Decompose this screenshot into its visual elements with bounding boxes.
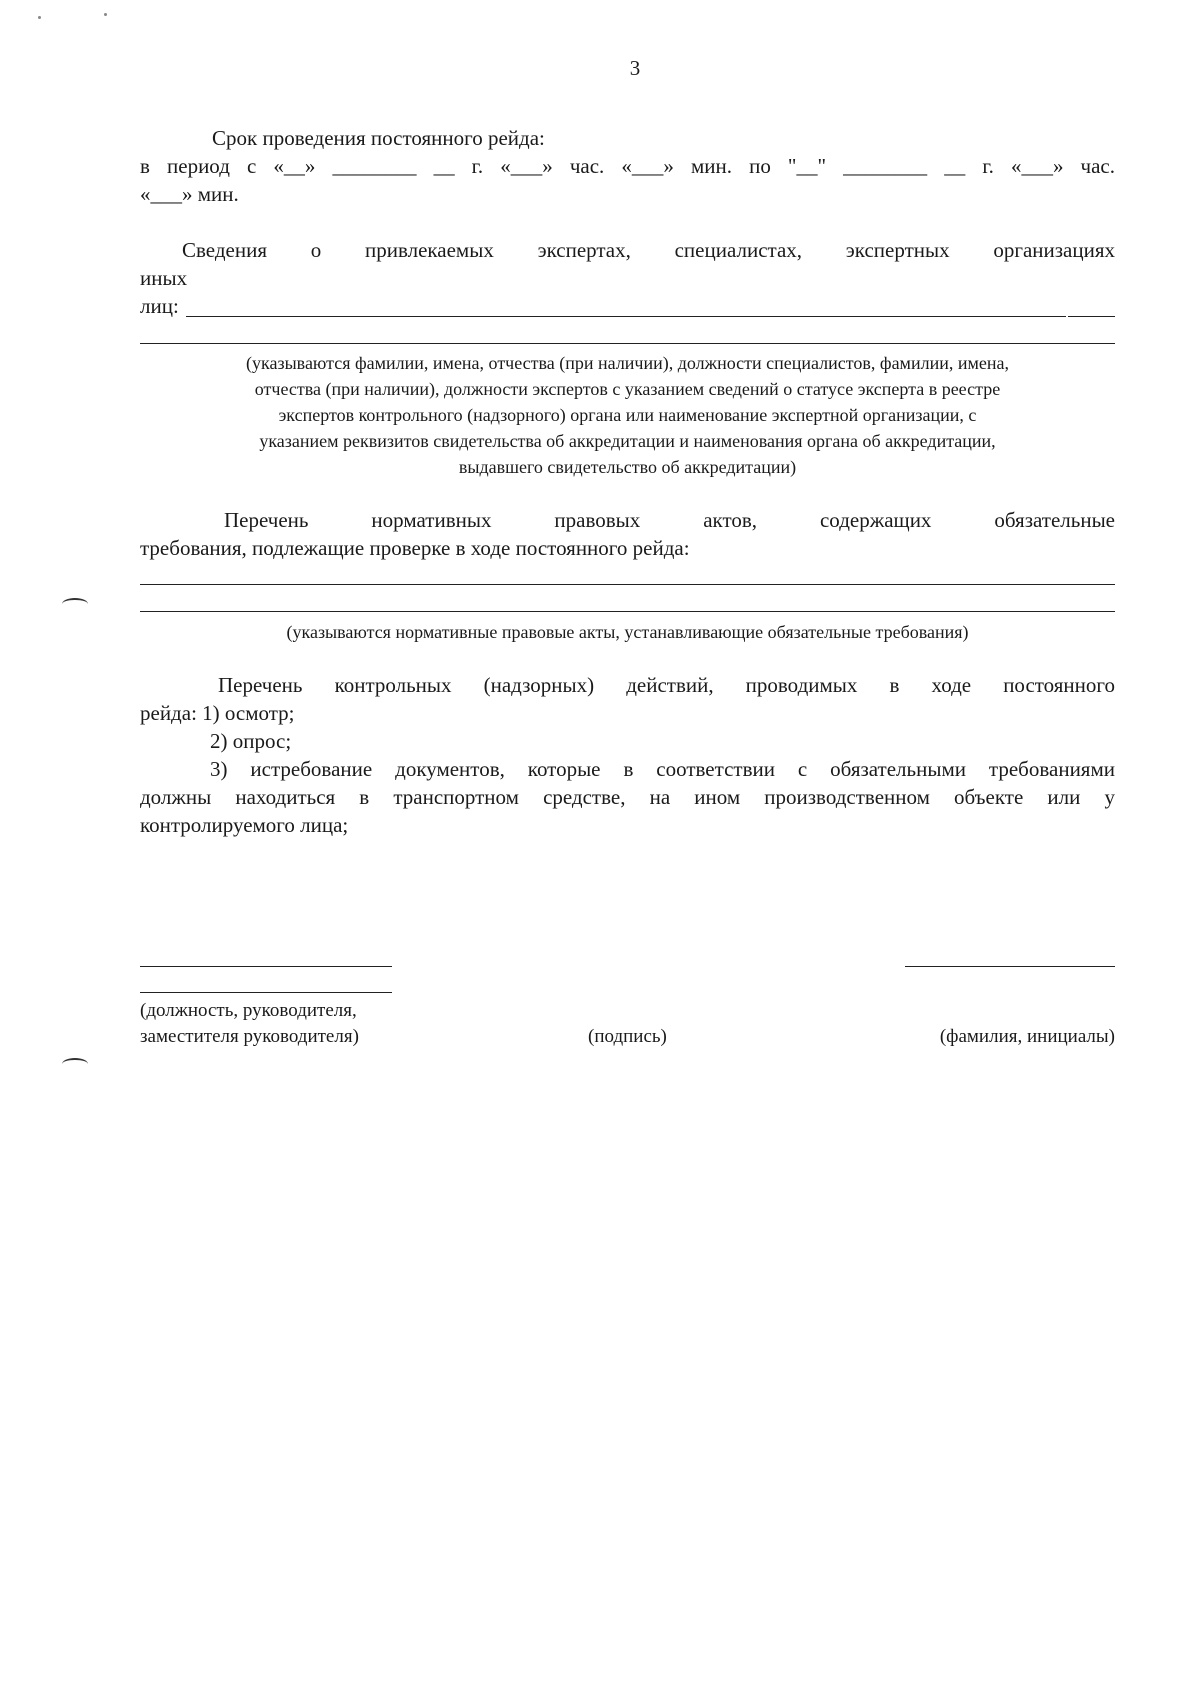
acts-heading-cont: требования, подлежащие проверке в ходе постоянного рейда: [140, 536, 690, 560]
name-line [905, 966, 1115, 967]
punch-hole-mark [62, 598, 88, 610]
acts-note: (указываются нормативные правовые акты, устанавливающие обязательные требования) [286, 622, 969, 642]
acts-fill-line-2 [140, 611, 1115, 612]
actions-item-1: рейда: 1) осмотр; [140, 701, 295, 725]
experts-label: лиц: [140, 294, 179, 318]
position-line [140, 966, 392, 967]
raid-period-title: Срок проведения постоянного рейда: [212, 126, 545, 150]
acts-note-wrap [140, 619, 1115, 645]
experts-note-line: выдавшего свидетельство об аккредитации) [458, 457, 797, 477]
experts-heading-cont: иных [140, 266, 188, 290]
name-caption: (фамилия, инициалы) [939, 1026, 1115, 1047]
actions-item-2: 2) опрос; [210, 729, 292, 753]
actions-item-3-end: контролируемого лица; [140, 813, 349, 837]
page-number: 3 [629, 56, 641, 80]
acts-heading: Перечень нормативных правовых актов, содержащих обязательные [224, 508, 1115, 532]
position-caption-line: заместителя руководителя) [140, 1026, 359, 1047]
actions-item-3: 3) истребование документов, которые в соответствии с обязательными требованиями [210, 757, 1115, 781]
experts-heading: Сведения о привлекаемых экспертах, специалистах, экспертных организациях [182, 238, 1115, 262]
raid-period-line: в период с «__» ________ __ г. «___» час. «___» мин. по "__" ________ __ г. «___» час. [140, 154, 1115, 178]
actions-item-3-cont: должны находиться в транспортном средстве, на ином производственном объекте или у [140, 785, 1115, 809]
acts-fill-line [140, 584, 1115, 585]
punch-hole-mark [62, 1058, 88, 1070]
position-caption-line: (должность, руководителя, [140, 1000, 357, 1021]
experts-note [140, 350, 1115, 480]
position-line-2 [140, 992, 392, 993]
experts-note-line: (указываются фамилии, имена, отчества (при наличии), должности специалистов, фамилии, имена, [246, 353, 1009, 373]
raid-period-line-end: «___» мин. [140, 182, 239, 206]
signature-caption: (подпись) [588, 1026, 667, 1047]
experts-note-line: экспертов контрольного (надзорного) органа или наименование экспертной организации, с [278, 405, 977, 425]
experts-fill-line [186, 316, 1066, 317]
scan-dot [104, 13, 107, 16]
actions-heading: Перечень контрольных (надзорных) действий, проводимых в ходе постоянного [218, 673, 1115, 697]
scan-dot [38, 16, 41, 19]
experts-fill-line-end [1068, 316, 1115, 317]
experts-note-line: отчества (при наличии), должности экспертов с указанием сведений о статусе эксперта в реестре [254, 379, 1001, 399]
position-caption [140, 998, 359, 1050]
experts-note-line: указанием реквизитов свидетельства об аккредитации и наименования органа об аккредитации, [259, 431, 996, 451]
experts-fill-line-2 [140, 343, 1115, 344]
